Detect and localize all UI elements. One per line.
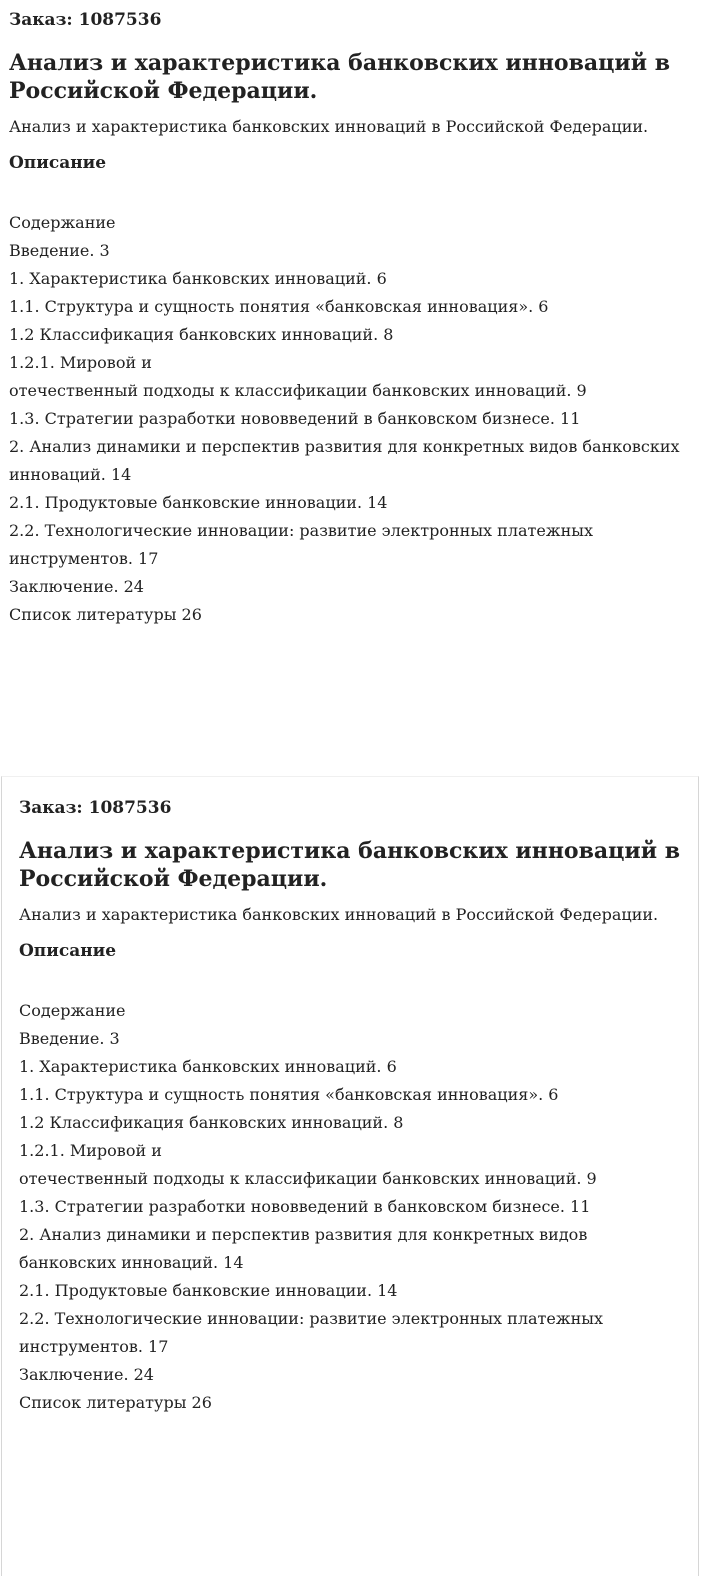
- document-title: Анализ и характеристика банковских инноваций в Российской Федерации.: [9, 50, 670, 104]
- table-of-contents: [19, 997, 681, 1417]
- document-block-primary: [0, 0, 701, 760]
- order-label: Заказ: 1087536: [9, 10, 162, 30]
- description-heading: Описание: [19, 941, 117, 961]
- toc-item: 2. Анализ динамики и перспектив развития для конкретных видов банковских инноваций. 14: [19, 1225, 588, 1272]
- toc-item: 1.2.1. Мировой и: [19, 1141, 162, 1160]
- toc-item: Список литературы 26: [9, 605, 202, 624]
- table-of-contents: [9, 209, 692, 629]
- toc-item: 1.3. Стратегии разработки нововведений в банковском бизнесе. 11: [9, 409, 581, 428]
- toc-item: Введение. 3: [9, 241, 110, 260]
- toc-item: 1.3. Стратегии разработки нововведений в банковском бизнесе. 11: [19, 1197, 591, 1216]
- toc-item: 2.2. Технологические инновации: развитие электронных платежных инструментов. 17: [9, 521, 593, 568]
- document-title: Анализ и характеристика банковских инноваций в Российской Федерации.: [19, 838, 680, 892]
- toc-item: 2.2. Технологические инновации: развитие электронных платежных инструментов. 17: [19, 1309, 603, 1356]
- document-subtitle: Анализ и характеристика банковских инноваций в Российской Федерации.: [19, 905, 659, 924]
- toc-item: 1.2.1. Мировой и: [9, 353, 152, 372]
- toc-item: 1. Характеристика банковских инноваций. 6: [19, 1057, 397, 1076]
- toc-item: 1. Характеристика банковских инноваций. 6: [9, 269, 387, 288]
- description-heading: Описание: [9, 153, 107, 173]
- document-subtitle: Анализ и характеристика банковских инноваций в Российской Федерации.: [9, 117, 649, 136]
- toc-item: Список литературы 26: [19, 1393, 212, 1412]
- toc-item: 2.1. Продуктовые банковские инновации. 14: [9, 493, 388, 512]
- toc-item: 2. Анализ динамики и перспектив развития для конкретных видов банковских инноваций. 14: [9, 437, 680, 484]
- toc-item: 1.1. Структура и сущность понятия «банковская инновация». 6: [19, 1085, 559, 1104]
- toc-item: 1.1. Структура и сущность понятия «банковская инновация». 6: [9, 297, 549, 316]
- toc-item: Заключение. 24: [19, 1365, 154, 1384]
- order-label: Заказ: 1087536: [19, 798, 172, 818]
- toc-item: Заключение. 24: [9, 577, 144, 596]
- toc-item: Введение. 3: [19, 1029, 120, 1048]
- document-block-duplicate: [1, 776, 699, 1576]
- toc-item: 2.1. Продуктовые банковские инновации. 14: [19, 1281, 398, 1300]
- toc-item: отечественный подходы к классификации банковских инноваций. 9: [9, 381, 587, 400]
- toc-item: Содержание: [19, 1001, 126, 1020]
- toc-item: 1.2 Классификация банковских инноваций. 8: [9, 325, 394, 344]
- toc-item: Содержание: [9, 213, 116, 232]
- toc-item: 1.2 Классификация банковских инноваций. 8: [19, 1113, 404, 1132]
- toc-item: отечественный подходы к классификации банковских инноваций. 9: [19, 1169, 597, 1188]
